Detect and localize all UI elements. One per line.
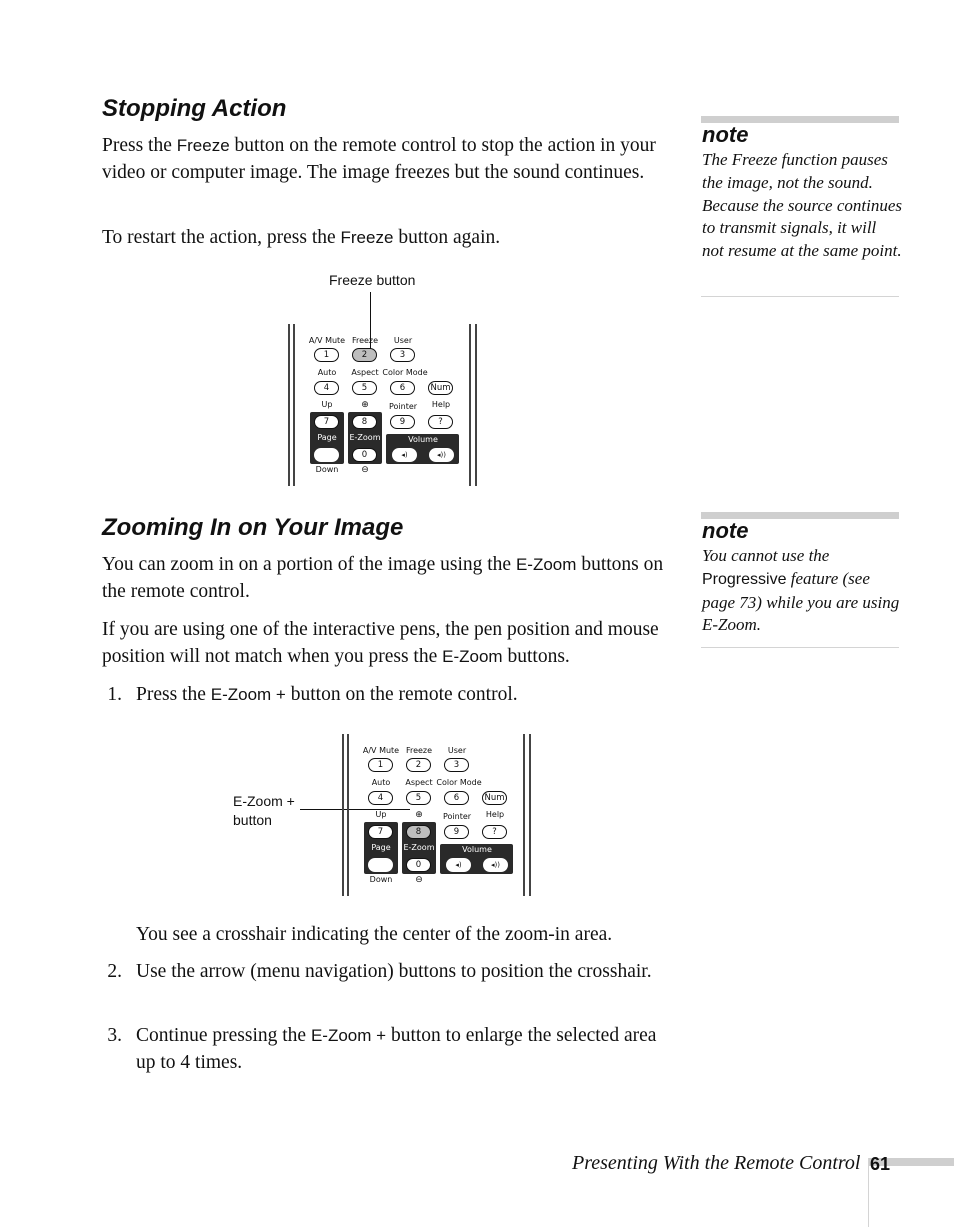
remote-label: Color Mode (382, 368, 428, 377)
note-divider (701, 647, 899, 648)
remote-key: Num (428, 381, 453, 395)
remote-key: 6 (444, 791, 469, 805)
remote-label: Freeze (351, 336, 379, 345)
remote-label: Help (485, 810, 505, 819)
progressive-term: Progressive (702, 570, 787, 588)
note-text-freeze: The Freeze function pauses the image, not the sound. Because the source continues to transmit signals, it will not resume at the same point. (702, 150, 902, 261)
remote-label: Volume (462, 845, 492, 854)
freeze-term: Freeze (176, 136, 230, 155)
zooming-paragraph-1: You can zoom in on a portion of the image using the E-Zoom buttons on the remote control. (102, 554, 664, 602)
ezoom-term: E-Zoom (515, 555, 577, 574)
step-3: Continue pressing the E-Zoom + button to enlarge the selected area up to 4 times. (136, 1025, 657, 1073)
ezoom-term: E-Zoom (442, 646, 503, 666)
step-1-result: You see a crosshair indicating the center of the zoom-in area. (136, 924, 613, 945)
remote-key: 4 (368, 791, 393, 805)
remote-key: 9 (444, 825, 469, 839)
stopping-paragraph-2: To restart the action, press the Freeze button again. (102, 227, 501, 248)
remote-label: User (393, 336, 413, 345)
ezoom-plus-term: E-Zoom + (210, 685, 286, 704)
note-text-progressive: You cannot use the Progressive feature (see page 73) while you are using E-Zoom. (702, 546, 900, 635)
remote-key: 6 (390, 381, 415, 395)
remote-label: Volume (408, 435, 438, 444)
footer-title: Presenting With the Remote Control (572, 1152, 861, 1174)
remote-key: ? (482, 825, 507, 839)
remote-label: Help (431, 400, 451, 409)
remote-label: E-Zoom (349, 433, 381, 442)
zoom-out-icon: ⊖ (361, 465, 369, 475)
remote-label: Page (317, 433, 337, 442)
remote-label: Up (321, 400, 333, 409)
note-title: note (702, 122, 749, 147)
remote-label: Pointer (442, 812, 472, 821)
section-heading-stopping-action: Stopping Action (102, 95, 287, 122)
remote-label: Aspect (405, 778, 433, 787)
remote-label: A/V Mute (308, 336, 346, 345)
remote-key: 5 (352, 381, 377, 395)
remote-control-figure (286, 324, 480, 486)
ezoom-plus-term: E-Zoom + (310, 1026, 387, 1045)
ezoom-plus-key: 8 (406, 825, 431, 839)
figure-caption-freeze: Freeze button (329, 272, 416, 288)
remote-key: 4 (314, 381, 339, 395)
remote-key: 0 (406, 858, 431, 872)
remote-key: 9 (390, 415, 415, 429)
freeze-key: 2 (352, 348, 377, 362)
step-number: 2. (107, 961, 122, 982)
step-number: 1. (107, 684, 122, 705)
note-divider (701, 296, 899, 297)
remote-key: 0 (352, 448, 377, 462)
remote-key: Num (482, 791, 507, 805)
remote-key: 1 (314, 348, 339, 362)
remote-label: Down (315, 465, 339, 474)
zoom-in-icon: ⊕ (415, 810, 423, 820)
section-heading-zooming: Zooming In on Your Image (102, 514, 404, 541)
remote-label: Down (369, 875, 393, 884)
remote-key: 3 (390, 348, 415, 362)
remote-key: 1 (368, 758, 393, 772)
remote-control-figure (340, 734, 534, 896)
remote-key: 7 (314, 415, 339, 429)
remote-label: Up (375, 810, 387, 819)
zoom-in-icon: ⊕ (361, 400, 369, 410)
remote-label: Aspect (351, 368, 379, 377)
remote-label: Pointer (388, 402, 418, 411)
remote-key: ? (428, 415, 453, 429)
remote-label: Color Mode (436, 778, 482, 787)
stopping-paragraph-1: Press the Freeze button on the remote control to stop the action in your video or computer image. The image freezes but the sound continues. (102, 135, 656, 183)
figure-caption-ezoom: E-Zoom + button (233, 793, 295, 828)
remote-label: Freeze (405, 746, 433, 755)
remote-label: Page (371, 843, 391, 852)
remote-label: Auto (317, 368, 337, 377)
zooming-paragraph-2: If you are using one of the interactive pens, the pen position and mouse position will not match when you press the E-Zoom buttons. (102, 619, 659, 667)
volume-down-icon: ◂) (446, 858, 471, 872)
remote-key: 5 (406, 791, 431, 805)
remote-key: 8 (352, 415, 377, 429)
page-down-key (314, 448, 339, 462)
remote-key: 2 (406, 758, 431, 772)
step-2: Use the arrow (menu navigation) buttons to position the crosshair. (136, 961, 652, 982)
volume-down-icon: ◂) (392, 448, 417, 462)
footer-divider (868, 1158, 869, 1227)
volume-up-icon: ◂)) (429, 448, 454, 462)
freeze-term: Freeze (340, 228, 394, 247)
remote-label: E-Zoom (403, 843, 435, 852)
step-1: Press the E-Zoom + button on the remote control. (136, 684, 518, 705)
remote-label: User (447, 746, 467, 755)
volume-up-icon: ◂)) (483, 858, 508, 872)
step-number: 3. (107, 1025, 122, 1046)
remote-label: A/V Mute (362, 746, 400, 755)
zoom-out-icon: ⊖ (415, 875, 423, 885)
page-number: 61 (870, 1154, 891, 1174)
note-title: note (702, 518, 749, 543)
remote-key: 7 (368, 825, 393, 839)
remote-label: Auto (371, 778, 391, 787)
page-down-key (368, 858, 393, 872)
remote-key: 3 (444, 758, 469, 772)
